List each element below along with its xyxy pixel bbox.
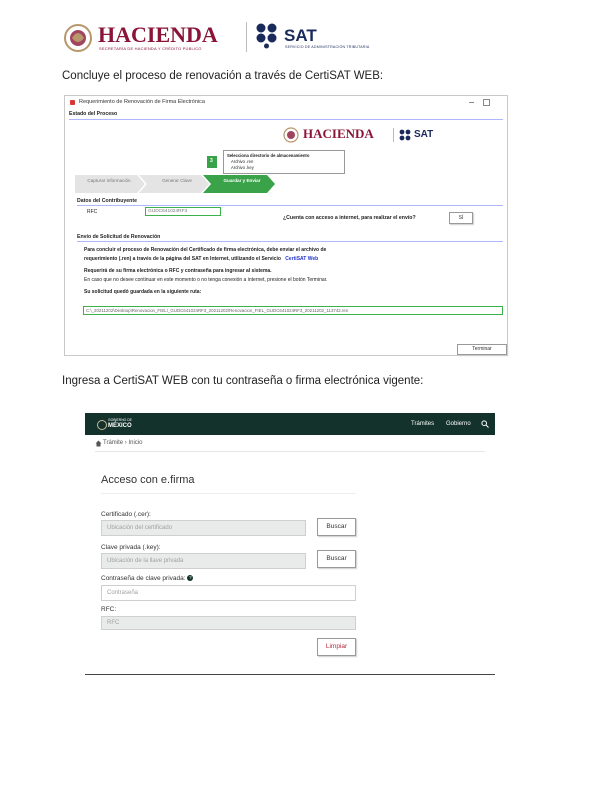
breadcrumb[interactable]: Trámite › Inicio bbox=[103, 440, 143, 446]
help-icon[interactable]: ? bbox=[189, 575, 192, 581]
instruction-1: Concluye el proceso de renovación a través de CertiSAT WEB: bbox=[62, 70, 384, 82]
key-input[interactable]: Ubicación de la llave privada bbox=[101, 553, 306, 569]
internet-question: ¿Cuenta con acceso a internet, para realizar el envío? bbox=[283, 215, 416, 221]
key-browse-button[interactable]: Buscar bbox=[317, 550, 356, 568]
send-text-3: En caso que no desee continuar en este momento o no tenga conexión a internet, presione el botón Terminar. bbox=[84, 277, 328, 283]
maximize-icon[interactable] bbox=[483, 99, 490, 106]
sat-dots-icon bbox=[256, 23, 280, 49]
rfc-field: GUDC641024RF3 bbox=[145, 207, 221, 216]
step-capture: Capturar Información bbox=[87, 178, 131, 183]
renewal-app-window bbox=[64, 95, 508, 356]
step-badge-number: 3 bbox=[210, 158, 213, 164]
divider bbox=[77, 241, 503, 242]
minimize-icon[interactable] bbox=[469, 102, 474, 103]
tooltip-item: Archivo .key bbox=[231, 165, 254, 170]
hacienda-logo bbox=[62, 18, 262, 60]
inner-coat-of-arms-icon bbox=[283, 126, 299, 144]
page-title: Acceso con e.firma bbox=[101, 474, 195, 486]
inner-sat-dots-icon bbox=[399, 129, 411, 141]
clear-button[interactable]: Limpiar bbox=[317, 638, 356, 656]
send-text-1a: Para concluir el proceso de Renovación del Certificado de firma electrónica, debe enviar el archivo de bbox=[84, 247, 327, 253]
password-input[interactable]: Contraseña bbox=[101, 585, 356, 601]
saved-path-field: C:\_20211202\Desktop\Renovacion_FIEL\_GUDC641024RF3_20211202\Renovacion_FIEL_GUDC641024RF3_20211202_113742.ren bbox=[83, 306, 503, 315]
coat-of-arms-icon bbox=[62, 20, 94, 56]
inner-hacienda-title: HACIENDA bbox=[303, 126, 374, 141]
java-app-icon bbox=[70, 100, 75, 105]
send-text-2: Requerirá de su firma electrónica o RFC y contraseña para ingresar al sistema. bbox=[84, 268, 272, 274]
step-save-send: Guardar y Enviar bbox=[223, 178, 261, 183]
rfc-input: RFC bbox=[101, 616, 356, 630]
sat-logo bbox=[256, 22, 376, 54]
sat-subtitle: SERVICIO DE ADMINISTRACIÓN TRIBUTARIA bbox=[285, 45, 370, 49]
tooltip-item: Archivo .ren bbox=[231, 159, 254, 164]
home-icon[interactable] bbox=[95, 440, 102, 447]
send-text-1b bbox=[84, 256, 318, 262]
cert-input[interactable]: Ubicación del certificado bbox=[101, 520, 306, 536]
sat-title: SAT bbox=[284, 26, 317, 45]
divider bbox=[69, 119, 503, 120]
bottom-rule bbox=[85, 674, 495, 675]
inner-sat-title: SAT bbox=[414, 129, 434, 140]
divider bbox=[77, 205, 503, 206]
rfc-label: RFC: bbox=[101, 606, 117, 613]
logo-divider bbox=[246, 22, 247, 52]
hacienda-subtitle: SECRETARÍA DE HACIENDA Y CRÉDITO PÚBLICO bbox=[99, 46, 202, 51]
hacienda-title: HACIENDA bbox=[98, 22, 218, 47]
status-heading: Estado del Proceso bbox=[69, 111, 118, 117]
cert-label: Certificado (.cer): bbox=[101, 511, 151, 518]
tooltip-title: Selecciona directorio de almacenamiento bbox=[227, 153, 310, 158]
title-divider bbox=[101, 493, 356, 494]
nav-item-gobierno[interactable]: Gobierno bbox=[446, 421, 471, 427]
finish-button[interactable]: Terminar bbox=[457, 344, 507, 355]
cert-browse-button[interactable]: Buscar bbox=[317, 518, 356, 536]
nav-item-tramites[interactable]: Trámites bbox=[411, 421, 435, 427]
yes-button[interactable]: SÍ bbox=[449, 212, 473, 224]
send-text-1b-body: requerimiento (.ren) a través de la página del SAT en Internet, utilizando el Servicio bbox=[84, 256, 281, 262]
saved-path-label: Su solicitud quedó guardada en la siguiente ruta: bbox=[84, 289, 202, 295]
send-heading: Envío de Solicitud de Renovación bbox=[77, 234, 161, 240]
window-title: Requerimiento de Renovación de Firma Electrónica bbox=[79, 99, 205, 105]
search-icon[interactable] bbox=[481, 420, 489, 428]
step-generate: Generar Clave bbox=[162, 178, 192, 183]
instruction-2: Ingresa a CertiSAT WEB con tu contraseña o firma electrónica vigente: bbox=[62, 375, 424, 387]
inner-logo-divider bbox=[393, 128, 394, 142]
password-label-text: Contraseña de clave privada: bbox=[101, 575, 186, 582]
gob-logo-big[interactable]: MÉXICO bbox=[108, 423, 132, 429]
directory-tooltip bbox=[223, 150, 345, 174]
rfc-label: RFC bbox=[87, 209, 98, 215]
breadcrumb-divider bbox=[95, 451, 485, 452]
step-badge bbox=[207, 156, 217, 168]
gob-logo-small: GOBIERNO DE bbox=[108, 418, 132, 422]
key-label: Clave privada (.key): bbox=[101, 544, 161, 551]
contributor-heading: Datos del Contribuyente bbox=[77, 198, 137, 204]
password-label bbox=[101, 575, 193, 582]
top-navbar bbox=[85, 413, 495, 435]
gob-logo-mark bbox=[97, 420, 107, 430]
certisat-link[interactable]: CertiSAT Web bbox=[285, 256, 319, 262]
certisat-web-page bbox=[85, 413, 495, 675]
